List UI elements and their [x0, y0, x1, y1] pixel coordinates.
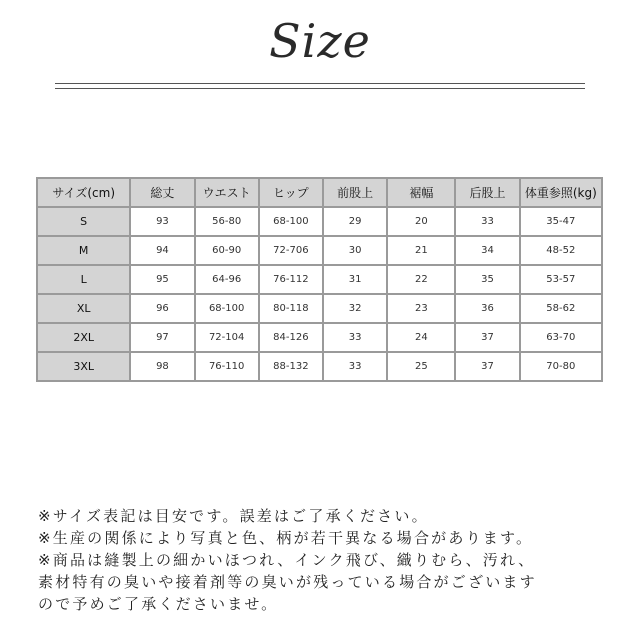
table-row	[38, 237, 601, 264]
notes-section	[38, 505, 628, 615]
table-cell: 53-57	[521, 266, 601, 293]
page-title: Size	[269, 14, 371, 68]
table-cell: 33	[324, 353, 386, 380]
table-cell: 29	[324, 208, 386, 235]
table-cell: 34	[456, 237, 518, 264]
table-row	[38, 324, 601, 351]
title-divider-top	[55, 83, 585, 84]
table-cell: 93	[131, 208, 193, 235]
table-cell: 35	[456, 266, 518, 293]
table-cell: 22	[388, 266, 454, 293]
note-line: ※サイズ表記は目安です。誤差はご了承ください。	[38, 507, 429, 525]
table-cell: 84-126	[260, 324, 322, 351]
table-cell: 64-96	[196, 266, 258, 293]
table-cell: 24	[388, 324, 454, 351]
table-row	[38, 266, 601, 293]
row-size-label: XL	[38, 295, 129, 322]
table-cell: 30	[324, 237, 386, 264]
row-size-label: L	[38, 266, 129, 293]
table-cell: 25	[388, 353, 454, 380]
table-cell: 80-118	[260, 295, 322, 322]
header-waist: ウエスト	[196, 179, 258, 206]
row-size-label: 2XL	[38, 324, 129, 351]
table-cell: 23	[388, 295, 454, 322]
note-line: ので予めご了承くださいませ。	[38, 595, 279, 613]
table-cell: 76-110	[196, 353, 258, 380]
table-cell: 31	[324, 266, 386, 293]
header-total-length: 総丈	[131, 179, 193, 206]
table-cell: 56-80	[196, 208, 258, 235]
table-cell: 70-80	[521, 353, 601, 380]
note-line: ※商品は縫製上の細かいほつれ、インク飛び、織りむら、汚れ、	[38, 551, 536, 569]
table-cell: 32	[324, 295, 386, 322]
table-cell: 60-90	[196, 237, 258, 264]
table-cell: 94	[131, 237, 193, 264]
note-line: ※生産の関係により写真と色、柄が若干異なる場合があります。	[38, 529, 534, 547]
table-cell: 63-70	[521, 324, 601, 351]
header-front-rise: 前股上	[324, 179, 386, 206]
note-line: 素材特有の臭いや接着剤等の臭いが残っている場合がございます	[38, 573, 537, 591]
table-cell: 68-100	[260, 208, 322, 235]
table-cell: 95	[131, 266, 193, 293]
row-size-label: S	[38, 208, 129, 235]
header-hip: ヒップ	[260, 179, 322, 206]
table-row	[38, 208, 601, 235]
table-cell: 21	[388, 237, 454, 264]
header-weight-reference: 体重参照(kg)	[521, 179, 601, 206]
header-hem-width: 裾幅	[388, 179, 454, 206]
table-cell: 97	[131, 324, 193, 351]
table-cell: 72-104	[196, 324, 258, 351]
table-cell: 36	[456, 295, 518, 322]
row-size-label: M	[38, 237, 129, 264]
table-cell: 68-100	[196, 295, 258, 322]
table-cell: 88-132	[260, 353, 322, 380]
table-row	[38, 353, 601, 380]
table-cell: 37	[456, 324, 518, 351]
table-row	[38, 295, 601, 322]
table-header-row	[38, 179, 601, 206]
header-size: サイズ(cm)	[38, 179, 129, 206]
table-cell: 72-706	[260, 237, 322, 264]
table-cell: 76-112	[260, 266, 322, 293]
row-size-label: 3XL	[38, 353, 129, 380]
table-cell: 37	[456, 353, 518, 380]
table-cell: 33	[456, 208, 518, 235]
table-cell: 48-52	[521, 237, 601, 264]
table-cell: 35-47	[521, 208, 601, 235]
header-back-rise: 后股上	[456, 179, 518, 206]
table-cell: 98	[131, 353, 193, 380]
table-cell: 58-62	[521, 295, 601, 322]
table-cell: 20	[388, 208, 454, 235]
table-cell: 96	[131, 295, 193, 322]
table-cell: 33	[324, 324, 386, 351]
size-chart-table	[36, 177, 603, 382]
title-divider-bottom	[55, 88, 585, 89]
